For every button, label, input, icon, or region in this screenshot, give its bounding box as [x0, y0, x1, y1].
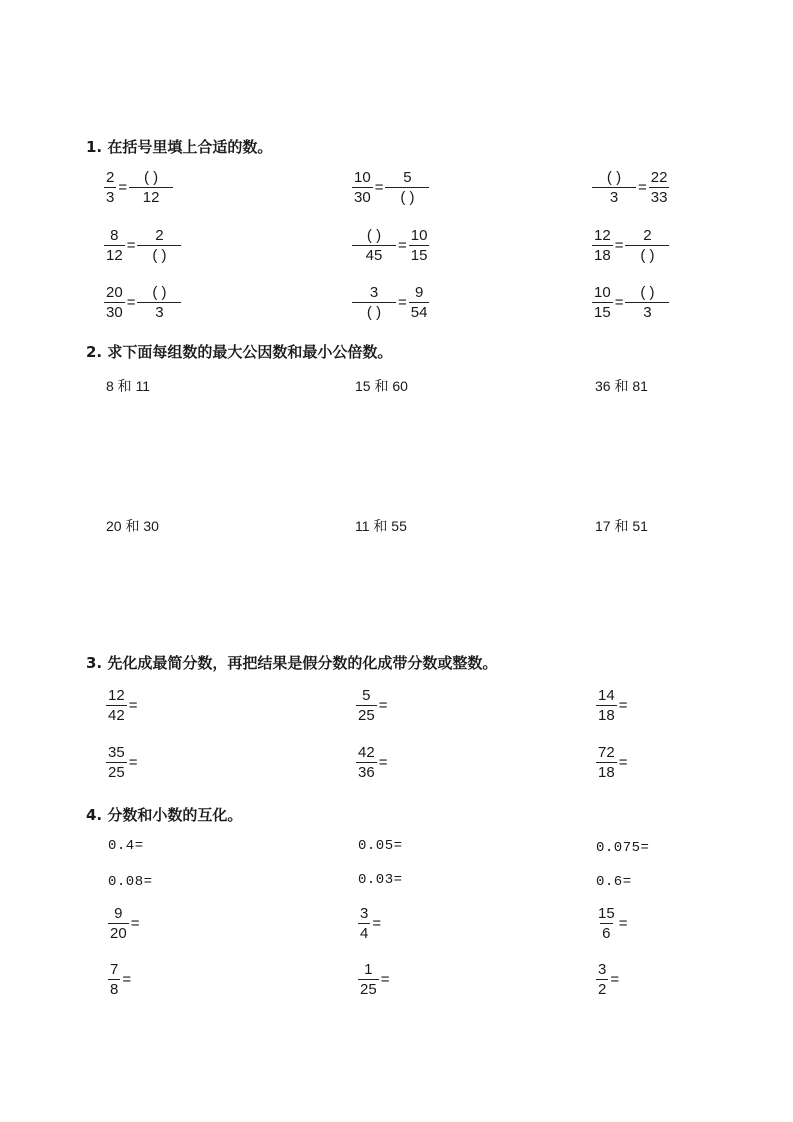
equation [104, 170, 173, 205]
equals-sign: = [128, 754, 138, 771]
simplify-item [596, 688, 629, 723]
fraction [104, 285, 125, 320]
decimal-item: 0.6= [596, 874, 632, 890]
number-pair: 20 和 30 [106, 518, 159, 534]
numerator: 9 [414, 284, 424, 301]
numerator: 9 [114, 905, 123, 922]
numerator: 2 [643, 227, 652, 244]
simplify-item [356, 745, 389, 780]
fraction [108, 962, 120, 997]
numerator: 2 [155, 227, 164, 244]
equals-sign: = [380, 971, 390, 988]
denominator: 18 [598, 707, 615, 724]
simplify-item [356, 688, 389, 723]
equals-sign: = [638, 179, 647, 196]
fraction [596, 688, 617, 723]
fraction [409, 285, 430, 320]
numerator: 5 [362, 687, 371, 704]
fraction [358, 906, 370, 941]
fraction [596, 906, 617, 941]
equals-sign: = [618, 915, 628, 932]
numerator: 20 [106, 284, 123, 301]
fraction [352, 285, 396, 320]
denominator: 30 [106, 304, 123, 321]
denominator: 18 [598, 764, 615, 781]
number-pair: 8 和 11 [106, 378, 151, 394]
fraction [596, 962, 608, 997]
equals-sign: = [398, 294, 407, 311]
numerator: 42 [358, 744, 375, 761]
fraction [108, 906, 129, 941]
denominator: 42 [108, 707, 125, 724]
section-4-heading: 4. 分数和小数的互化。 [86, 806, 243, 824]
denominator: 54 [410, 304, 428, 321]
equals-sign: = [126, 294, 136, 311]
denominator: 18 [594, 247, 611, 264]
equals-sign: = [130, 915, 140, 932]
fraction [356, 688, 377, 723]
fraction [625, 285, 669, 320]
denominator: 3 [137, 302, 181, 320]
numerator: 3 [598, 961, 607, 978]
equals-sign: = [374, 179, 384, 196]
denominator: 3 [106, 189, 115, 206]
equation [592, 228, 669, 263]
equals-sign: = [398, 237, 407, 254]
fraction [592, 170, 636, 205]
numerator: 10 [354, 169, 371, 186]
equation [352, 285, 429, 320]
denominator: 12 [129, 187, 173, 205]
numerator: 5 [403, 169, 412, 186]
denominator: 6 [602, 925, 611, 942]
denominator: 2 [598, 981, 607, 998]
denominator: 4 [360, 925, 369, 942]
decimal-item: 0.4= [108, 838, 144, 854]
decimal-item: 0.03= [358, 872, 403, 888]
equals-sign: = [122, 971, 132, 988]
equals-sign: = [610, 971, 620, 988]
equals-sign: = [118, 179, 128, 196]
denominator: 3 [625, 302, 669, 320]
equation [592, 170, 669, 205]
denominator: 8 [110, 981, 119, 998]
denominator: 33 [650, 189, 668, 206]
numerator: 2 [106, 169, 115, 186]
equals-sign: = [126, 237, 136, 254]
fraction-to-decimal-item [596, 962, 621, 997]
equation [352, 170, 429, 205]
fraction [352, 170, 373, 205]
fraction [104, 170, 116, 205]
equals-sign: = [618, 754, 628, 771]
fraction [649, 170, 670, 205]
denominator: 30 [354, 189, 371, 206]
numerator: 22 [650, 169, 668, 186]
simplify-item [106, 745, 139, 780]
denominator: 45 [352, 245, 396, 263]
denominator: ( ) [137, 245, 181, 263]
numerator: ( ) [606, 169, 622, 186]
fraction-to-decimal-item [108, 906, 141, 941]
denominator: ( ) [385, 187, 429, 205]
denominator: 25 [108, 764, 125, 781]
simplify-item [596, 745, 629, 780]
denominator: 36 [358, 764, 375, 781]
equals-sign: = [614, 294, 624, 311]
equals-sign: = [372, 915, 382, 932]
fraction [358, 962, 379, 997]
fraction-to-decimal-item [596, 906, 629, 941]
equals-sign: = [128, 697, 138, 714]
numerator: ( ) [152, 284, 167, 301]
equation [104, 285, 181, 320]
numerator: 3 [360, 905, 369, 922]
numerator: 10 [594, 284, 611, 301]
denominator: ( ) [625, 245, 669, 263]
fraction [625, 228, 669, 263]
numerator: ( ) [640, 284, 655, 301]
equals-sign: = [378, 697, 388, 714]
fraction [137, 228, 181, 263]
number-pair: 11 和 55 [355, 518, 407, 534]
fraction [129, 170, 173, 205]
fraction-to-decimal-item [108, 962, 133, 997]
denominator: ( ) [352, 302, 396, 320]
numerator: 10 [410, 227, 428, 244]
fraction [106, 688, 127, 723]
numerator: ( ) [366, 227, 382, 244]
denominator: 20 [110, 925, 127, 942]
equals-sign: = [618, 697, 628, 714]
fraction-to-decimal-item [358, 962, 391, 997]
denominator: 15 [594, 304, 611, 321]
fraction [356, 745, 377, 780]
numerator: 7 [110, 961, 119, 978]
section-1-heading: 1. 在括号里填上合适的数。 [86, 138, 273, 156]
fraction [104, 228, 125, 263]
equation [592, 285, 669, 320]
equation [104, 228, 181, 263]
fraction [592, 285, 613, 320]
equals-sign: = [378, 754, 388, 771]
numerator: 8 [110, 227, 119, 244]
decimal-item: 0.075= [596, 840, 650, 856]
section-3-heading: 3. 先化成最简分数，再把结果是假分数的化成带分数或整数。 [86, 654, 498, 672]
fraction [137, 285, 181, 320]
section-2-heading: 2. 求下面每组数的最大公因数和最小公倍数。 [86, 343, 393, 361]
denominator: 15 [410, 247, 428, 264]
numerator: 14 [598, 687, 615, 704]
numerator: 35 [108, 744, 125, 761]
number-pair: 17 和 51 [595, 518, 648, 534]
numerator: 1 [364, 961, 373, 978]
numerator: 12 [594, 227, 611, 244]
fraction [352, 228, 396, 263]
numerator: 72 [598, 744, 615, 761]
denominator: 25 [360, 981, 377, 998]
number-pair: 15 和 60 [355, 378, 408, 394]
fraction-to-decimal-item [358, 906, 383, 941]
fraction [385, 170, 429, 205]
denominator: 3 [592, 187, 636, 205]
number-pair: 36 和 81 [595, 378, 648, 394]
fraction [596, 745, 617, 780]
decimal-item: 0.08= [108, 874, 153, 890]
equation [352, 228, 429, 263]
denominator: 12 [106, 247, 123, 264]
equals-sign: = [614, 237, 624, 254]
numerator: ( ) [144, 169, 159, 186]
fraction [409, 228, 430, 263]
simplify-item [106, 688, 139, 723]
numerator: 12 [108, 687, 125, 704]
decimal-item: 0.05= [358, 838, 403, 854]
fraction [592, 228, 613, 263]
numerator: 15 [598, 905, 615, 922]
fraction [106, 745, 127, 780]
numerator: 3 [369, 284, 379, 301]
denominator: 25 [358, 707, 375, 724]
